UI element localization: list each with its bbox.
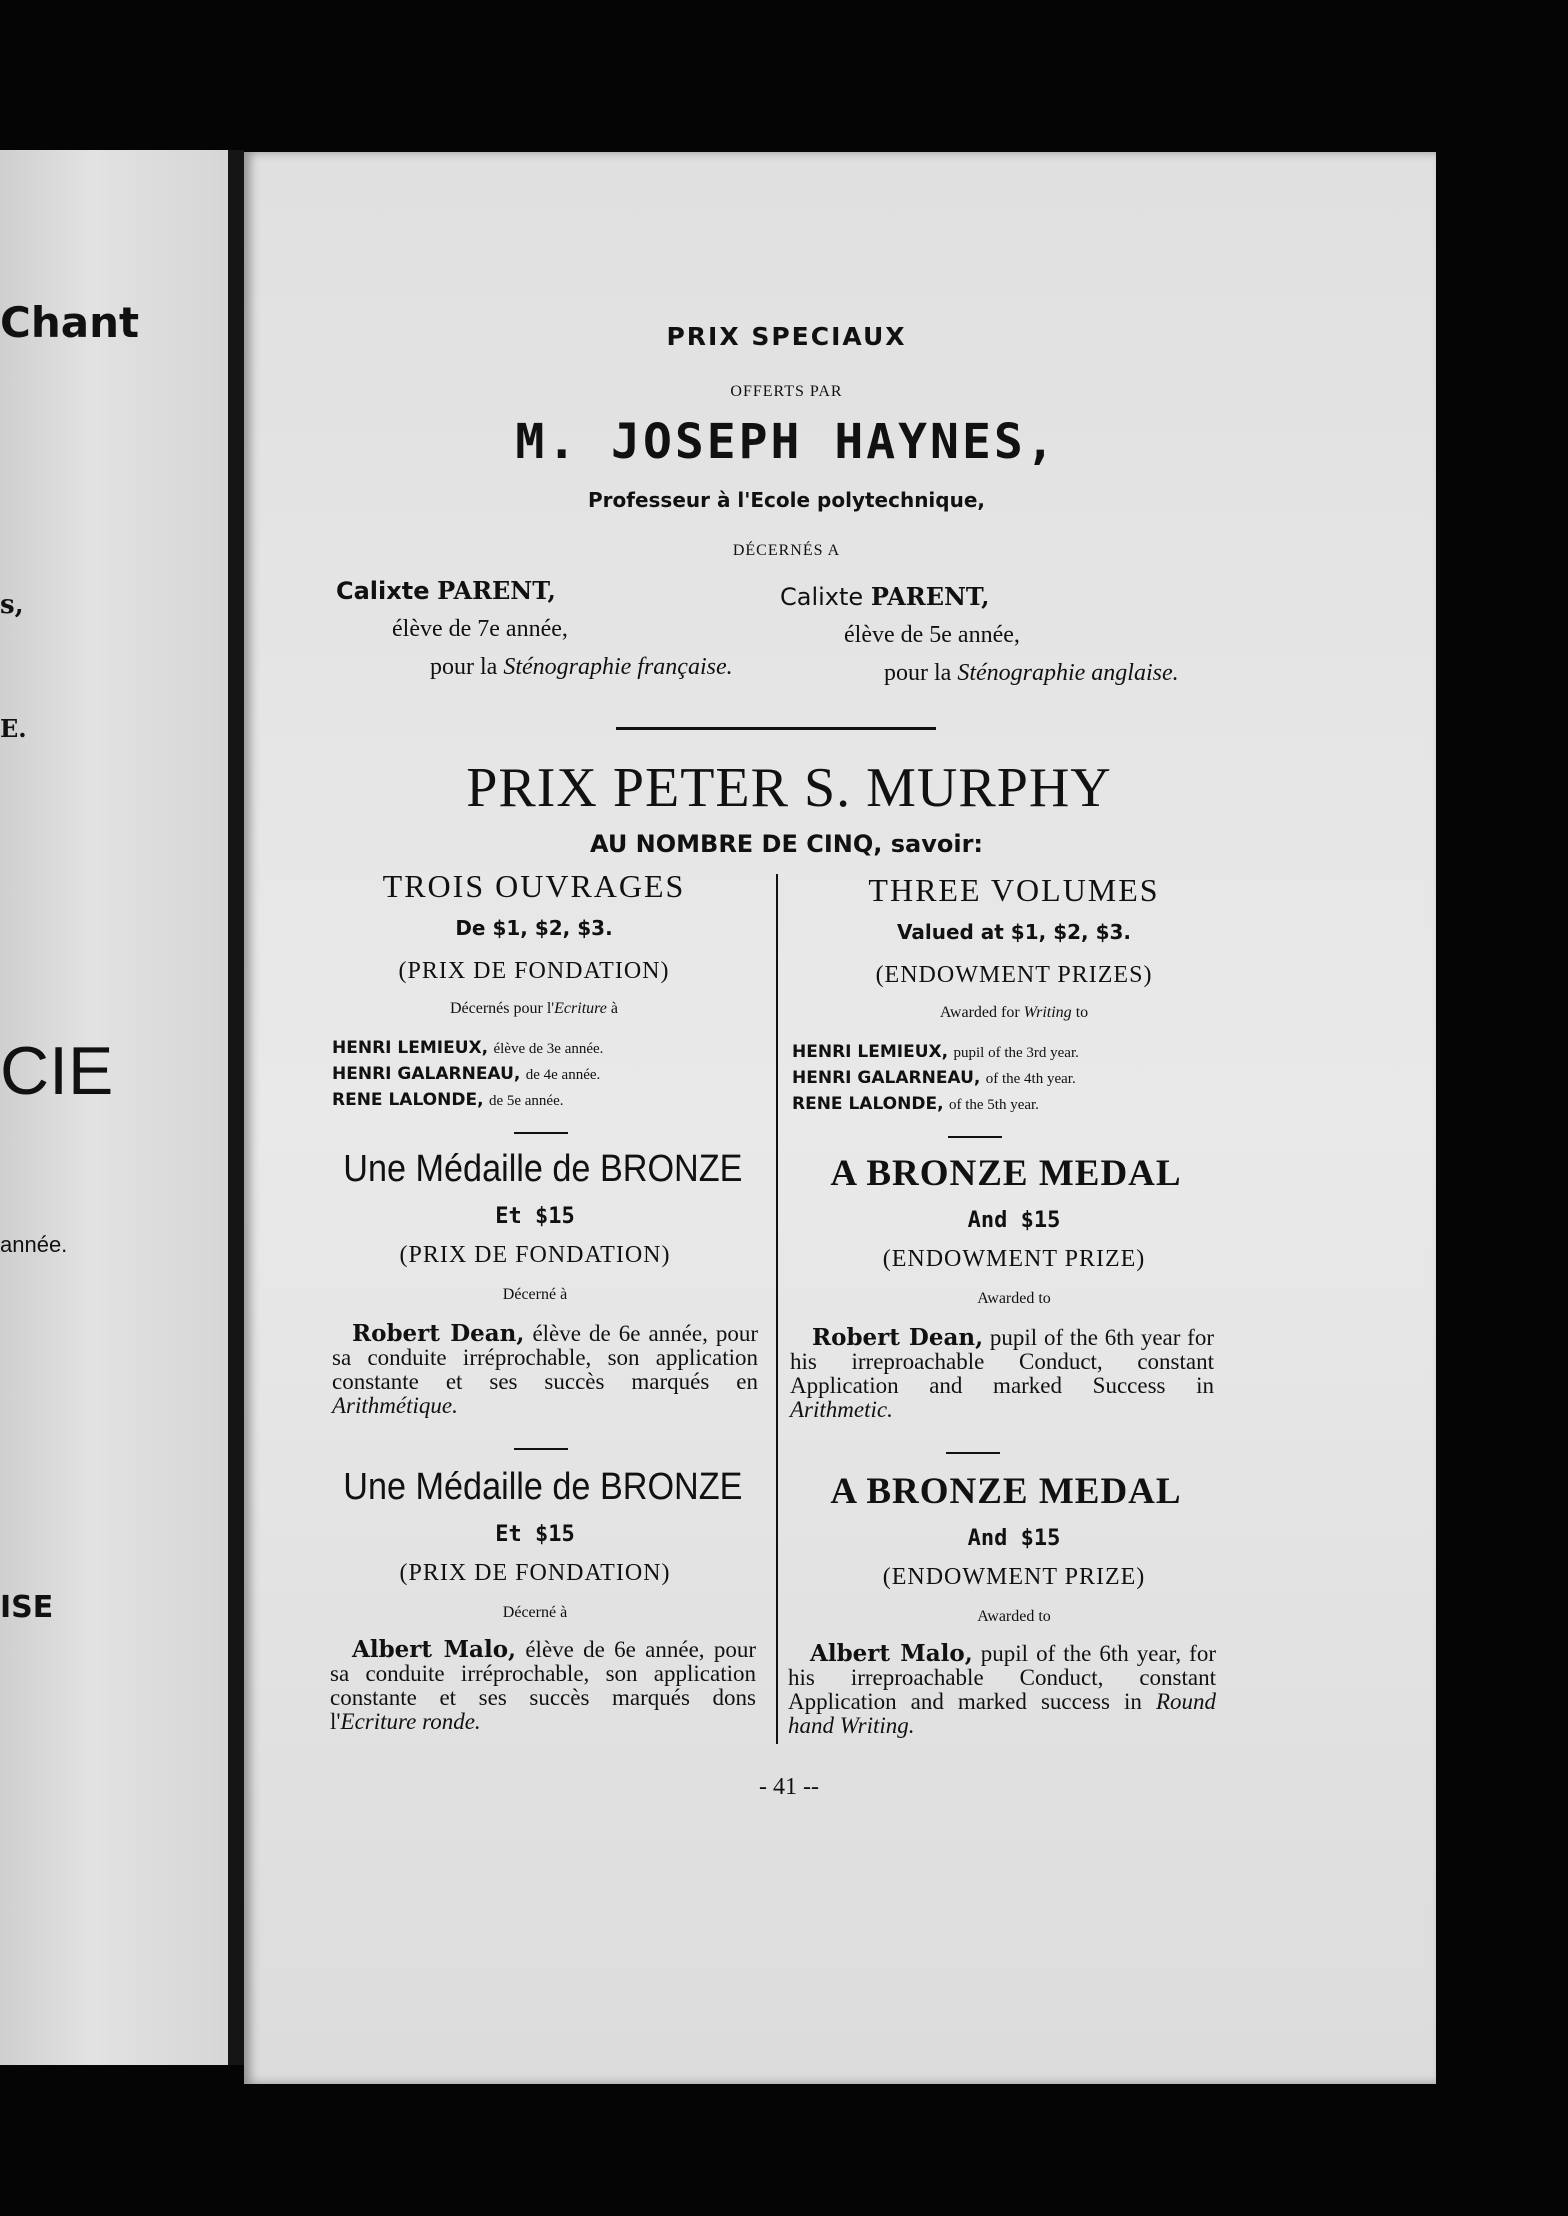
medal-description: pupil of the 6th year, for his irreproachable Conduct, constant Application and marked success in [788, 1641, 1217, 1714]
medal-awarded-en: Awarded to [977, 1608, 1051, 1625]
recipient-name: Robert Dean, [352, 1320, 525, 1347]
left-fragment-ise: ISE [0, 1590, 54, 1625]
donor-title: Professeur à l'Ecole polytechnique, [587, 488, 986, 512]
list-item: RENE LALONDE, of the 5th year. [792, 1094, 1039, 1114]
left-fragment-cie: CIE [0, 1033, 114, 1109]
short-divider [948, 1136, 1002, 1138]
volumes-names-fr [332, 1036, 603, 1114]
medal-text-fr [332, 1322, 758, 1418]
page-number: - 41 -- [759, 1774, 819, 1800]
book-gutter [228, 150, 244, 2065]
awarded-prefix: Awarded for [939, 1004, 1024, 1021]
recipient-grade: élève de 7e année, [392, 616, 568, 642]
volumes-heading-en: THREE VOLUMES [868, 872, 1160, 908]
list-item: HENRI GALARNEAU, of the 4th year. [792, 1068, 1076, 1088]
medal-type-en: (ENDOWMENT PRIZE) [882, 1564, 1146, 1590]
subject-prefix: pour la [884, 660, 952, 686]
list-item: RENE LALONDE, de 5e année. [332, 1090, 564, 1110]
recipient-last-name: PARENT, [437, 576, 556, 605]
volumes-names-en [792, 1040, 1079, 1118]
medal-amount-en: And $15 [967, 1208, 1061, 1233]
recipient-name: Albert Malo, [810, 1640, 973, 1667]
medal-description: élève de 6e année, pour sa conduite irréprochable, son application constante et ses succès marqués en [332, 1321, 758, 1394]
column-divider [776, 874, 778, 1744]
medal-text-en [790, 1326, 1214, 1422]
short-divider [514, 1448, 568, 1450]
murphy-title: PRIX PETER S. MURPHY [466, 757, 1112, 819]
recipient-name: Robert Dean, [812, 1324, 984, 1351]
list-item: HENRI LEMIEUX, pupil of the 3rd year. [792, 1042, 1079, 1062]
medal-type-fr: (PRIX DE FONDATION) [399, 1242, 671, 1268]
recipient-last-name: PARENT, [870, 582, 990, 611]
medal-awarded-fr: Décerné à [502, 1286, 568, 1303]
awarded-label: DÉCERNÉS A [732, 542, 841, 559]
medal-type-en: (ENDOWMENT PRIZE) [882, 1246, 1146, 1272]
list-item: HENRI GALARNEAU, de 4e année. [332, 1064, 601, 1084]
medal-heading-en: A BRONZE MEDAL [830, 1471, 1182, 1512]
recipient-name: Albert Malo, [352, 1636, 517, 1663]
section-title: PRIX SPECIAUX [666, 322, 907, 351]
left-fragment-e: E. [0, 714, 27, 743]
murphy-subtitle: AU NOMBRE DE CINQ, savoir: [589, 830, 984, 858]
medal-subject: Arithmetic. [790, 1397, 893, 1422]
medal-subject: Ecriture ronde. [340, 1709, 481, 1734]
medal-subject: Round hand Writing. [788, 1689, 1216, 1738]
volumes-heading-fr: TROIS OUVRAGES [382, 868, 686, 904]
medal-amount-fr: Et $15 [495, 1204, 575, 1229]
awarded-suffix: à [606, 1000, 618, 1017]
awarded-prefix: Décernés pour l' [449, 1000, 555, 1017]
left-fragment-chant: Chant [0, 298, 140, 347]
medal-description: pupil of the 6th year for his irreproachable Conduct, constant Application and marked Success in [790, 1325, 1215, 1398]
medal-subject: Arithmétique. [332, 1393, 458, 1418]
recipient-grade: élève de 5e année, [844, 622, 1020, 648]
medal-heading-fr: Une Médaille de BRONZE [343, 1148, 743, 1190]
recipient-first-name: Calixte [336, 577, 430, 605]
award-subject: Sténographie anglaise. [957, 660, 1179, 686]
awarded-subject: Writing [1023, 1004, 1072, 1021]
volumes-value-en: Valued at $1, $2, $3. [896, 920, 1132, 944]
medal-amount-en: And $15 [967, 1526, 1061, 1551]
subject-prefix: pour la [430, 654, 498, 680]
volumes-type-fr: (PRIX DE FONDATION) [398, 958, 670, 984]
medal-type-fr: (PRIX DE FONDATION) [399, 1560, 671, 1586]
awarded-subject: Ecriture [554, 1000, 607, 1017]
medal-description: élève de 6e année, pour sa conduite irréprochable, son application constante et ses succès marqués dons l' [330, 1637, 756, 1734]
medal-text-en [788, 1642, 1216, 1738]
medal-awarded-fr: Décerné à [502, 1604, 568, 1621]
medal-text-fr [330, 1638, 756, 1734]
left-fragment-s: s, [0, 590, 24, 620]
medal-awarded-en: Awarded to [977, 1290, 1051, 1307]
left-fragment-annee: année. [0, 1232, 68, 1257]
volumes-value-fr: De $1, $2, $3. [455, 916, 613, 940]
medal-heading-en: A BRONZE MEDAL [830, 1153, 1182, 1194]
recipient-first-name: Calixte [780, 583, 864, 611]
awarded-suffix: to [1071, 1004, 1089, 1021]
section-divider [616, 727, 936, 730]
page [244, 152, 1436, 2084]
award-subject: Sténographie française. [503, 654, 733, 680]
medal-heading-fr: Une Médaille de BRONZE [343, 1466, 743, 1508]
offered-by-label: OFFERTS PAR [730, 383, 843, 400]
left-page-fragment [0, 150, 228, 2065]
short-divider [946, 1452, 1000, 1454]
list-item: HENRI LEMIEUX, élève de 3e année. [332, 1038, 604, 1058]
volumes-type-en: (ENDOWMENT PRIZES) [875, 962, 1153, 988]
medal-amount-fr: Et $15 [495, 1522, 575, 1547]
donor-name: M. JOSEPH HAYNES, [515, 414, 1058, 470]
short-divider [514, 1132, 568, 1134]
